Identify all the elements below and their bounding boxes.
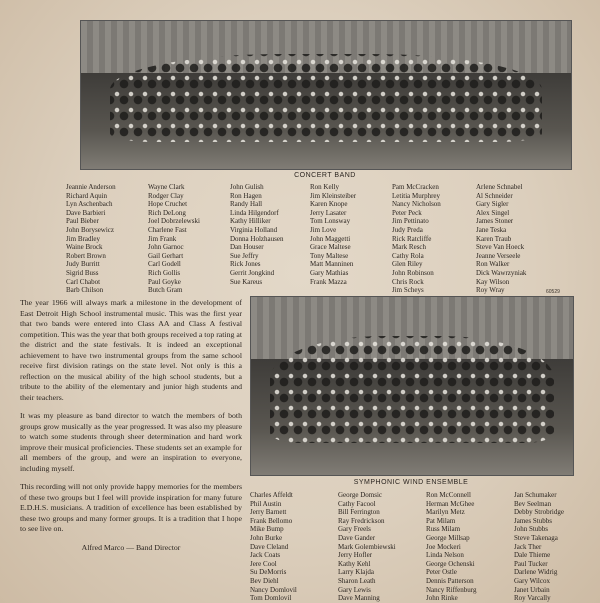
roster-name: Jim Scheys — [392, 286, 424, 295]
roster-name: Richard Aquin — [66, 191, 108, 200]
roster-name: Tony Maltese — [310, 251, 349, 260]
roster-name: Russ Milam — [426, 525, 461, 534]
roster-name: Ron Kelly — [310, 183, 339, 191]
roster-name: Charles Affeldt — [250, 491, 293, 499]
roster-name: Rick Jones — [230, 260, 261, 269]
roster-name: John Borysewicz — [66, 225, 115, 234]
roster-name: Tom Lonsway — [310, 217, 351, 226]
roster-name: Randy Hall — [230, 200, 263, 209]
roster-name: Kay Wilson — [476, 277, 510, 286]
roster-name: Sharon Leath — [338, 576, 376, 585]
roster-name: Wayne Clark — [148, 183, 185, 191]
roster-name: Kathy Hilliker — [230, 217, 271, 226]
director-signature: Alfred Marco — Band Director — [81, 542, 181, 552]
roster-name: Bev Seelman — [514, 499, 552, 508]
roster-name: Alex Singel — [476, 208, 510, 217]
roster-name: Dave Barbieri — [66, 208, 106, 217]
essay-paragraph: This recording will not only provide happy memories for the members of these two groups but I feel will provide inspiration for many future E.D.H.S. musicians. A tradition of excellence has been established by these two groups and many former groups. It is a tradition that I hope to see live on. — [20, 482, 242, 533]
roster-name: Janet Urbain — [514, 585, 550, 594]
roster-name: Gail Gerhart — [148, 251, 184, 260]
roster-name: Dave Gander — [338, 533, 376, 542]
wind-ensemble-roster-col-2 — [338, 491, 396, 603]
roster-name: Gerrit Jongkind — [230, 268, 275, 277]
roster-name: Rick Ratcliffe — [392, 234, 432, 243]
roster-name: Debby Strobridge — [514, 508, 564, 517]
wind-ensemble-photo — [250, 296, 574, 476]
director-essay — [20, 298, 242, 553]
roster-name: Hope Cruchet — [148, 200, 188, 209]
roster-name: Dick Wawrzyniak — [476, 268, 527, 277]
roster-name: George Ochenski — [426, 559, 475, 568]
wind-ensemble-caption: SYMPHONIC WIND ENSEMBLE — [353, 479, 469, 486]
roster-name: Chris Rock — [392, 277, 424, 286]
roster-name: Steve Takenaga — [514, 533, 558, 542]
roster-name: Mike Bump — [250, 525, 284, 534]
roster-name: Peter Ostle — [426, 568, 457, 577]
roster-name: Al Schneider — [476, 191, 513, 200]
catalog-number: 60529 — [546, 289, 560, 295]
roster-name: Sue Kareus — [230, 277, 263, 286]
roster-name: Dan Houser — [230, 243, 264, 252]
roster-name: Butch Gram — [148, 286, 183, 295]
roster-name: Jim Bradley — [66, 234, 101, 243]
roster-name: Letitia Murphrey — [392, 191, 441, 200]
roster-name: Paul Bieber — [66, 217, 99, 226]
roster-name: James Stubbs — [514, 516, 552, 525]
roster-name: John Garnoc — [148, 243, 184, 252]
roster-name: Jere Cool — [250, 559, 277, 568]
roster-name: Paul Tucker — [514, 559, 548, 568]
roster-name: Nancy Nicholson — [392, 200, 441, 209]
concert-band-caption: CONCERT BAND — [294, 172, 356, 179]
roster-name: Kathy Kehl — [338, 559, 371, 568]
ensemble-members-silhouettes — [270, 336, 553, 443]
roster-name: Grace Maltese — [310, 243, 351, 252]
roster-name: Rich DeLong — [148, 208, 186, 217]
roster-name: Jerry Lasater — [310, 208, 347, 217]
wind-ensemble-roster-col-3 — [426, 491, 476, 603]
roster-name: Jim Kleinsteiber — [310, 191, 357, 200]
roster-name: Nancy Domlovil — [250, 585, 297, 594]
roster-name: Ron McConnell — [426, 491, 471, 499]
roster-name: Jack Ther — [514, 542, 542, 551]
roster-name: Ray Fredrickson — [338, 516, 385, 525]
roster-name: Jim Love — [310, 225, 337, 234]
roster-name: Robert Brown — [66, 251, 106, 260]
roster-name: Matt Manninen — [310, 260, 354, 269]
roster-name: Mark Resch — [392, 243, 427, 252]
roster-name: Ron Walker — [476, 260, 510, 269]
roster-name: Paul Goyke — [148, 277, 181, 286]
concert-band-roster-col-4 — [310, 183, 356, 286]
roster-name: Linda Hilgendorf — [230, 208, 279, 217]
roster-name: Jan Schumaker — [514, 491, 557, 499]
wind-ensemble-roster-col-1 — [250, 491, 297, 603]
roster-name: Donna Holzhausen — [230, 234, 284, 243]
roster-name: Virginia Holland — [230, 225, 278, 234]
roster-name: Sigrid Buss — [66, 268, 99, 277]
roster-name: Pam McCracken — [392, 183, 439, 191]
roster-name: Gary Sigler — [476, 200, 509, 209]
roster-name: Jeanne Verseele — [476, 251, 521, 260]
roster-name: Linda Nelson — [426, 551, 464, 560]
roster-name: Herman McGhee — [426, 499, 475, 508]
roster-name: George Millsap — [426, 533, 470, 542]
roster-name: John Robinson — [392, 268, 434, 277]
roster-name: Lyn Aschenbach — [66, 200, 113, 209]
concert-band-roster-col-3 — [230, 183, 283, 286]
roster-name: Jeannie Anderson — [66, 183, 116, 191]
roster-name: Roy Wray — [476, 286, 505, 295]
roster-name: Jerry Barnett — [250, 508, 287, 517]
roster-name: Carl Godell — [148, 260, 181, 269]
roster-name: Rodger Clay — [148, 191, 184, 200]
roster-name: Tom Domlovil — [250, 594, 292, 603]
roster-name: Su DeMorris — [250, 568, 287, 577]
roster-name: Glen Riley — [392, 260, 423, 269]
roster-name: Nancy Riffenburg — [426, 585, 477, 594]
roster-name: Bill Ferrington — [338, 508, 380, 517]
roster-name: Dave Cleland — [250, 542, 289, 551]
roster-name: Steve Van Hoeck — [476, 243, 525, 252]
concert-band-roster-col-6 — [476, 183, 526, 295]
roster-name: Dave Manning — [338, 594, 380, 603]
roster-name: Gary Wilcox — [514, 576, 550, 585]
roster-name: Gary Lewis — [338, 585, 371, 594]
roster-name: Arlene Schnabel — [476, 183, 523, 191]
roster-name: Dennis Patterson — [426, 576, 474, 585]
concert-band-roster-col-5 — [392, 183, 441, 295]
roster-name: Jane Teska — [476, 225, 507, 234]
roster-name: Cathy Facool — [338, 499, 376, 508]
roster-name: Pat Milam — [426, 516, 456, 525]
roster-name: Rich Gollis — [148, 268, 181, 277]
roster-name: Sue Jeffry — [230, 251, 259, 260]
roster-name: Marilyn Metz — [426, 508, 465, 517]
roster-name: Jack Coats — [250, 551, 281, 560]
roster-name: John Gulish — [230, 183, 264, 191]
roster-name: Joe Mockeri — [426, 542, 461, 551]
roster-name: John Burke — [250, 533, 283, 542]
roster-name: Judy Burritt — [66, 260, 100, 269]
roster-name: Karen Traub — [476, 234, 512, 243]
roster-name: George Domsic — [338, 491, 382, 499]
roster-name: Cathy Rola — [392, 251, 424, 260]
roster-name: John Stubbs — [514, 525, 549, 534]
roster-name: Judy Preda — [392, 225, 423, 234]
roster-name: John Rinke — [426, 594, 458, 603]
roster-name: Mark Golembiewski — [338, 542, 396, 551]
roster-name: Jerry Hofler — [338, 551, 373, 560]
roster-name: Joel Dobrzelewski — [148, 217, 200, 226]
roster-name: Charlene Fast — [148, 225, 187, 234]
roster-name: James Stoner — [476, 217, 514, 226]
roster-name: Carl Chabot — [66, 277, 101, 286]
roster-name: Dale Thieme — [514, 551, 551, 560]
roster-name: Bev Diehl — [250, 576, 279, 585]
roster-name: Jim Pettinato — [392, 217, 429, 226]
roster-name: Gary Mathias — [310, 268, 349, 277]
roster-name: Roy Varcally — [514, 594, 551, 603]
band-members-silhouettes — [110, 54, 541, 143]
roster-name: Barb Chilson — [66, 286, 104, 295]
essay-paragraph: The year 1966 will always mark a milestone in the development of East Detroit High School instrumental music. This was the first year that two bands were entered into Class AA and Class A festival competition. This was the year that both groups received a top rating at the district and the state festivals. It is indeed an exceptional achievement to have two instrumental groups from the same school receive first division ratings on the state level. Not only is this a reflection on the musical ability of the high school students, but a tribute to the ability of the elementary and junior high students and their teachers. — [20, 298, 242, 402]
roster-name: Jim Frank — [148, 234, 177, 243]
roster-name: Larry Klajda — [338, 568, 374, 577]
wind-ensemble-roster-col-4 — [514, 491, 564, 603]
roster-name: Gary Freels — [338, 525, 371, 534]
roster-name: John Maggetti — [310, 234, 351, 243]
roster-name: Frank Bellomo — [250, 516, 293, 525]
roster-name: Darlene Widrig — [514, 568, 558, 577]
essay-paragraph: It was my pleasure as band director to watch the members of both groups grow musically as the year progressed. It was also my pleasure to watch some students through sheer determination and hard work improve their musical proficiencies. These students set an example for all members of the group, and were an inspiration to everyone, including myself. — [20, 411, 242, 473]
concert-band-roster-col-1 — [66, 183, 116, 295]
roster-name: Peter Peck — [392, 208, 422, 217]
concert-band-photo — [80, 20, 572, 170]
roster-name: Frank Mazza — [310, 277, 347, 286]
roster-name: Ron Hagen — [230, 191, 262, 200]
roster-name: Waine Brock — [66, 243, 103, 252]
roster-name: Phil Austin — [250, 499, 282, 508]
roster-name: Karen Knope — [310, 200, 348, 209]
concert-band-roster-col-2 — [148, 183, 200, 295]
